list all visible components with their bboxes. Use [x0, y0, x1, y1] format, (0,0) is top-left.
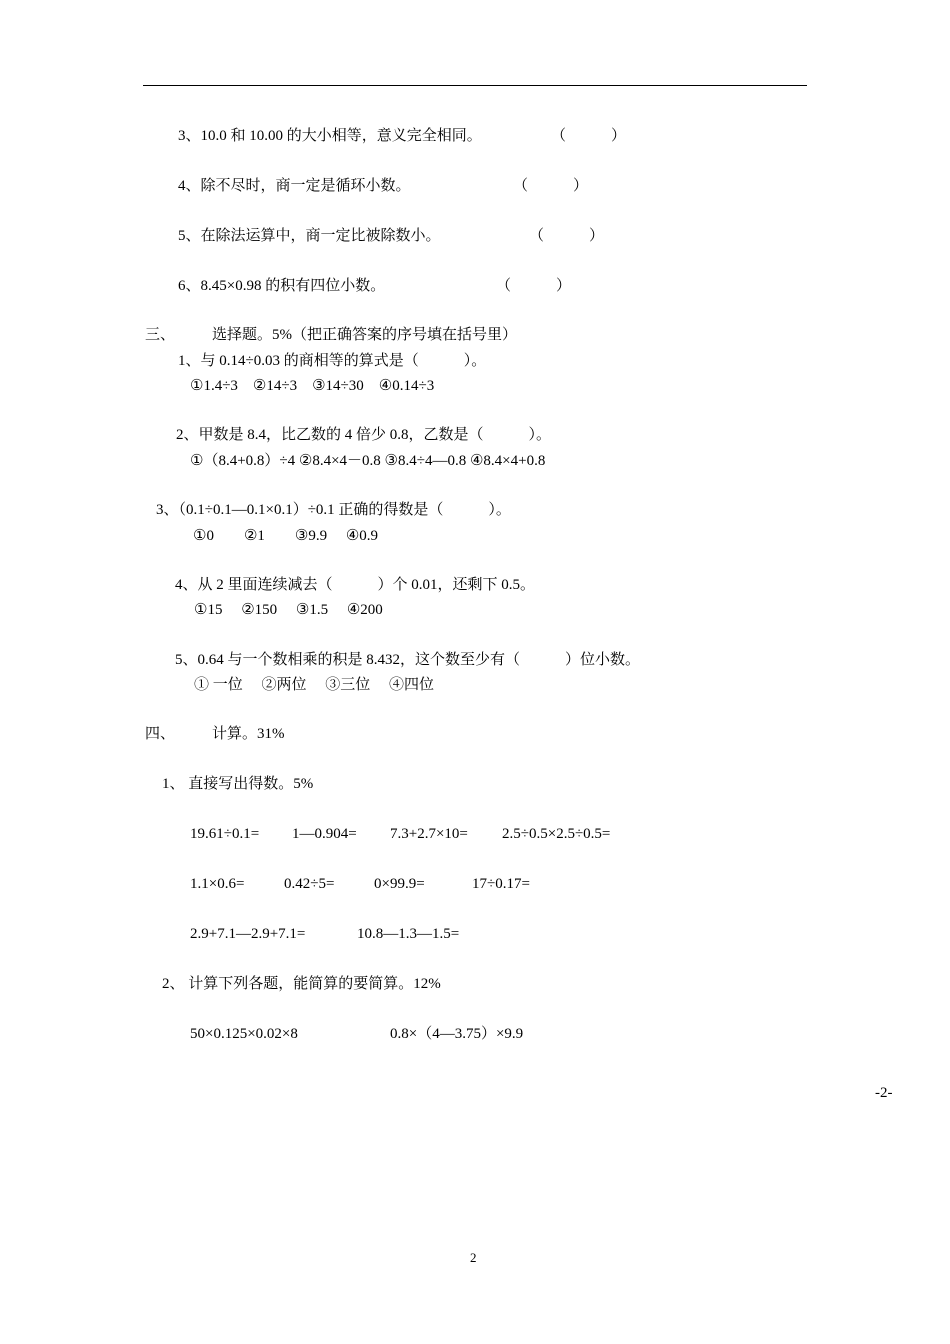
question-stem: 3、（0.1÷0.1—0.1×0.1）÷0.1 正确的得数是（ ）。 [156, 502, 511, 518]
page-number: 2 [470, 1250, 477, 1265]
question-stem: 4、从 2 里面连续减去（ ）个 0.01，还剩下 0.5。 [175, 577, 536, 593]
question-options: ①15 ②150 ③1.5 ④200 [194, 602, 383, 618]
calc-item: 10.8—1.3—1.5= [357, 926, 460, 942]
judge-item-6: 6、8.45×0.98 的积有四位小数。 [178, 278, 386, 294]
question-options: ①0 ②1 ③9.9 ④0.9 [193, 528, 379, 544]
judge-item-5: 5、在除法运算中，商一定比被除数小。 [178, 228, 441, 244]
calc-item: 7.3+2.7×10= [390, 826, 468, 842]
section-number: 四、 [145, 726, 176, 742]
part-label: 1、 直接写出得数。5% [162, 776, 314, 792]
page-marker: -2- [875, 1085, 893, 1101]
answer-paren: （ ） [529, 228, 605, 244]
calc-item: 0.42÷5= [284, 876, 335, 892]
section-title: 选择题。5%（把正确答案的序号填在括号里） [212, 327, 517, 343]
calc-item: 0.8×（4—3.75）×9.9 [390, 1026, 524, 1042]
judge-item-4: 4、除不尽时，商一定是循环小数。 [178, 178, 411, 194]
calc-item: 0×99.9= [374, 876, 425, 892]
calc-item: 2.9+7.1—2.9+7.1= [190, 926, 306, 942]
calc-item: 50×0.125×0.02×8 [190, 1026, 298, 1042]
part-label: 2、 计算下列各题，能简算的要简算。12% [162, 976, 441, 992]
answer-paren: （ ） [513, 178, 589, 194]
answer-paren: （ ） [551, 128, 627, 144]
calc-item: 19.61÷0.1= [190, 826, 260, 842]
calc-item: 2.5÷0.5×2.5÷0.5= [502, 826, 611, 842]
question-stem: 5、0.64 与一个数相乘的积是 8.432，这个数至少有（ ）位小数。 [175, 652, 641, 668]
question-stem: 1、与 0.14÷0.03 的商相等的算式是（ ）。 [178, 353, 487, 369]
question-stem: 2、甲数是 8.4，比乙数的 4 倍少 0.8，乙数是（ ）。 [176, 427, 552, 443]
calc-item: 17÷0.17= [472, 876, 530, 892]
question-options: ①（8.4+0.8）÷4 ②8.4×4－0.8 ③8.4÷4—0.8 ④8.4×4+0.8 [190, 453, 546, 469]
section-number: 三、 [145, 327, 176, 343]
header-rule [143, 85, 807, 86]
calc-item: 1—0.904= [292, 826, 357, 842]
calc-item: 1.1×0.6= [190, 876, 245, 892]
question-options: ① 一位 ②两位 ③三位 ④四位 [194, 677, 435, 693]
question-options: ①1.4÷3 ②14÷3 ③14÷30 ④0.14÷3 [190, 378, 435, 394]
section-title: 计算。31% [212, 726, 285, 742]
judge-item-3: 3、10.0 和 10.00 的大小相等，意义完全相同。 [178, 128, 482, 144]
answer-paren: （ ） [496, 278, 572, 294]
